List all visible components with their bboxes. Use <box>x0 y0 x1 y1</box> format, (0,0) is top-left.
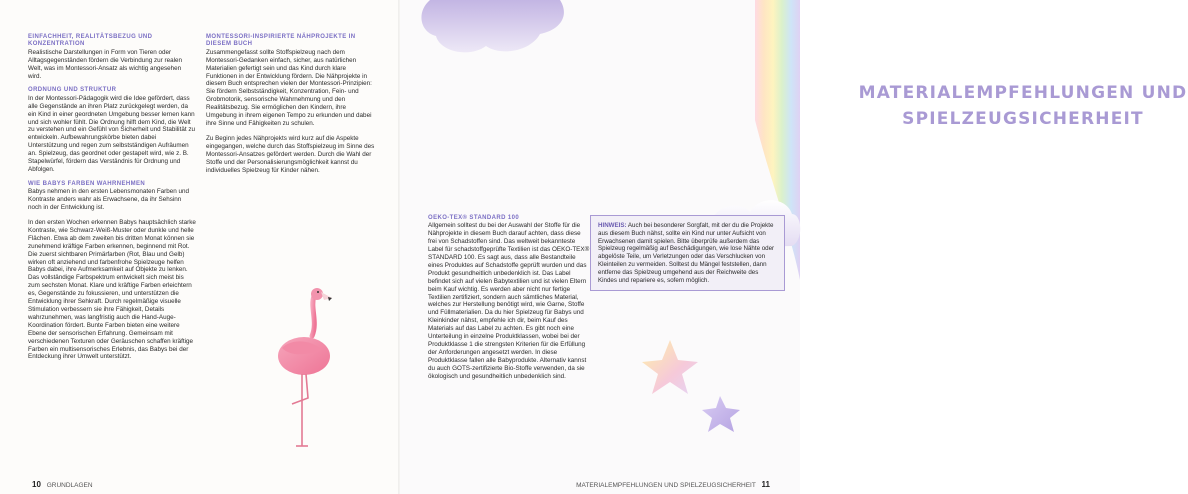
right-page <box>400 0 1188 494</box>
page-number: 11 <box>761 480 770 489</box>
left-column-2 <box>206 34 376 174</box>
left-column-1 <box>28 34 196 361</box>
hint-label: HINWEIS: <box>598 222 627 229</box>
section-text: Babys nehmen in den ersten Lebensmonaten Farben und Kontraste anders wahr als Erwachsene, da ihr Sehsinn noch in der Entwicklung ist. <box>28 188 190 212</box>
running-footer: GRUNDLAGEN <box>46 482 93 489</box>
section-heading: OEKO-TEX® STANDARD 100 <box>428 215 520 221</box>
section-heading: MONTESSORI-INSPIRIERTE NÄHPROJEKTE IN DIESEM BUCH <box>206 34 356 48</box>
right-column <box>428 215 590 381</box>
page-number: 10 <box>32 480 41 489</box>
section-heading: WIE BABYS FARBEN WAHRNEHMEN <box>28 180 146 187</box>
section-text: In den ersten Wochen erkennen Babys hauptsächlich starke Kontraste, wie Schwarz-Weiß-Muster oder dunkle und helle Flächen. Etwa ab dem zweiten bis dritten Monat können sie zunehmend kräftige Farben erkennen, beginnend mit Rot. Die zuerst sichtbaren Primärfarben (Rot, Blau und Gelb) wirken oft anziehend und farbenfrohe Spielzeuge helfen Babys dabei, ihre Aufmerksamkeit auf Objekte zu lenken. Das vollständige Farbspektrum entwickelt sich meist bis zum sechsten Monat. Klare und kräftige Farben erleichtern es, Gegenstände zu fokussieren, und unterstützen die Entwicklung ihrer Sehkraft. Durch regelmäßige visuelle Stimulation verbessern sie ihre Fähigkeit, Details wahrzunehmen, was langfristig auch die Hand-Auge-Koordination fördert. Bunte Farben bieten eine weitere Ebene der sensorischen Erfahrung. Gemeinsam mit verschiedenen Texturen oder Geräuschen schaffen kräftige Farben ein multisensorisches Erlebnis, das Babys bei der Entdeckung ihrer Umwelt unterstützt. <box>28 219 196 361</box>
running-footer: MATERIALEMPFEHLUNGEN UND SPIELZEUGSICHERHEIT <box>576 482 756 489</box>
section-heading: EINFACHHEIT, REALITÄTSBEZUG UND KONZENTRATION <box>28 34 153 48</box>
hint-box <box>590 215 785 291</box>
section-text: Realistische Darstellungen in Form von Tieren oder Alltagsgegenständen fördern die Verbindung zur realen Welt, was im Montessori-Ansatz als wichtig angesehen wird. <box>28 48 183 80</box>
stars-illustration <box>640 338 750 443</box>
section-text: Allgemein solltest du bei der Auswahl der Stoffe für die Nähprojekte in diesem Buch darauf achten, dass diese frei von Schadstoffen sind. Das weltweit bekannteste Label für schadstoffgeprüfte Textilien ist das OEKO-TEX® STANDARD 100. Es sagt aus, dass alle Bestandteile eines Produktes auf Schadstoffe geprüft wurden und das Produkt gesundheitlich unbedenklich ist. Das Label befindet sich auf vielen Babytextilien und ist vielen Eltern beim Kauf wichtig. Es werden aber nicht nur fertige Textilien zertifiziert, sondern auch sämtliches Material, welches zur Herstellung benötigt wird, wie Garne, Stoffe und Füllmaterialien. Da du hier Spielzeug für Babys und Kleinkinder nähst, empfehle ich dir, beim Kauf des Materials auf das Label zu achten. Es gibt noch eine Unterteilung in einzelne Produktklassen, wobei bei der Produktklasse 1 die strengsten Kriterien für die Erfüllung der Anforderungen angesetzt werden. In diese Produktklasse fallen alle Babyprodukte. Alternativ kannst du auch GOTS-zertifizierte Bio-Stoffe verwenden, da sie ökologisch und gesundheitlich unbedenklich sind. <box>428 222 590 380</box>
page-footer-right <box>576 480 774 489</box>
section-text: Zu Beginn jedes Nähprojekts wird kurz auf die Aspekte eingegangen, welche durch das Stoffspielzeug im Sinne des Montessori-Ansatzes gefördert werden. Durch die Wahl der Stoffe und der Personalisierungsmöglichkeit kannst du individuelles Spielzeug für Kinder nähen. <box>206 134 375 174</box>
flamingo-illustration <box>262 278 352 458</box>
section-text: Zusammengefasst sollte Stoffspielzeug nach dem Montessori-Gedanken einfach, sicher, aus natürlichen Materialien gefertigt sein und das Kind durch klare Funktionen in der Entwicklung fördern. Die Nähprojekte in diesem Buch entsprechen vielen der Montessori-Prinzipien: Sie fördern Selbstständigkeit, Konzentration, Fein- und Grobmotorik, sensorische Wahrnehmung und den Realitätsbezug. Sie ermöglichen den Kindern, ihre Umgebung in ihrem eigenen Tempo zu erkunden und dabei ihre Sinne und Fähigkeiten zu schulen. <box>206 48 372 127</box>
section-text: In der Montessori-Pädagogik wird die Idee gefördert, dass alle Gegenstände an ihren Platz zurückgelegt werden, da ein Kind in einer geordneten Umgebung besser lernen kann und sich wohler fühlt. Die Ordnung hilft dem Kind, die Welt zu verstehen und ein Gefühl von Sicherheit und Stabilität zu entwickeln. Aufbewahrungskörbe bieten dabei Unterstützung und regen zum selbstständigen Aufräumen an. Spielzeug, das geordnet oder gestapelt wird, wie z. B. Stapelwürfel, fördern das Verständnis für Ordnung und Abfolgen. <box>28 94 195 173</box>
page-footer-left <box>28 480 93 489</box>
left-page <box>0 0 400 494</box>
section-heading: ORDNUNG UND STRUKTUR <box>28 87 117 94</box>
page-title: MATERIALEMPFEHLUNGEN UND SPIELZEUGSICHERHEIT <box>858 83 1188 129</box>
hint-text: Auch bei besonderer Sorgfalt, mit der du die Projekte aus diesem Buch nähst, sollte ein Kind nur unter Aufsicht von Erwachsenen damit spielen. Bitte überprüfe außerdem das Spielzeug regelmäßig auf Beschädigungen, wie lose Nähte oder abgelöste Teile, um Verletzungen oder das Verschlucken von Kleinteilen zu vermeiden. Solltest du Mängel feststellen, dann entferne das Spielzeug umgehend aus der Reichweite des Kindes und repariere es, sofern möglich. <box>598 222 775 284</box>
